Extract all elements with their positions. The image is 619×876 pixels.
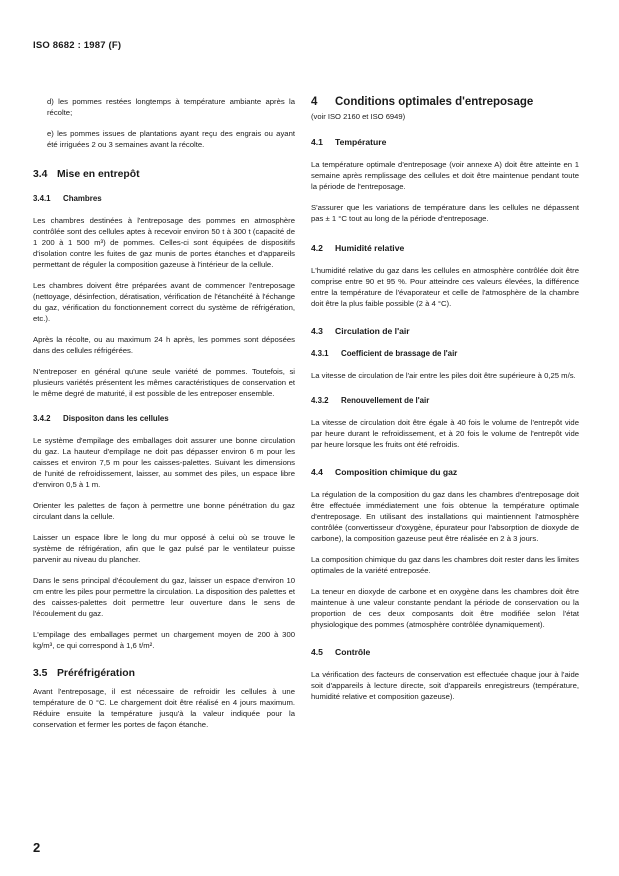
paragraph: Dans le sens principal d'écoulement du gaz, laisser un espace d'environ 10 cm entre les piles pour permettre la circulation. La disposition des palettes et des caisses-palettes doit permettre leur ouverture dans le sens de l'écoulement du gaz. [33,576,295,618]
paragraph: Les chambres destinées à l'entreposage des pommes en atmosphère contrôlée sont des cellules aptes à recevoir environ 50 t à 300 t (capacité de 1 200 à 1 500 m³) de pommes. Celles-ci sont équipées de dispositifs d'isolation contre les fuites de gaz munis de portes étanches et d'appareils permettant de réguler la composition gazeuse à l'intérieur de la cellule. [33,216,295,269]
section-heading-4-4 [311,466,579,478]
paragraph: La teneur en dioxyde de carbone et en oxygène dans les chambres doit être maintenue à une valeur constante pendant la période de conservation ou la proportion de ces deux composants doit être modifiée selon l'état physiologique des pommes (atmosphère contrôlée dynamiquement). [311,587,579,629]
paragraph: La vitesse de circulation doit être égale à 40 fois le volume de l'entrepôt vide par heure durant le refroidissement, et à 20 fois le volume de l'entrepôt vide par heure lorsque les fruits ont été refroidis. [311,418,579,449]
section-number: 4 [311,96,318,108]
section-heading-4-3-1 [311,348,579,359]
section-heading-3-4-1 [33,193,295,204]
section-number: 4.3.2 [311,396,329,405]
paragraph: L'humidité relative du gaz dans les cellules en atmosphère contrôlée doit être comprise entre 90 et 95 %. Pour atteindre ces valeurs élevées, la différence entre la température de l'évaporateur et celle de l'atmosphère de la chambre doit être la plus faible possible (2 à 4 °C). [311,266,579,308]
paragraph: L'empilage des emballages permet un chargement moyen de 200 à 300 kg/m³, ce qui correspond à 1,6 t/m². [33,630,295,650]
section-title: Mise en entrepôt [57,169,140,180]
section-heading-4-2 [311,242,579,254]
section-heading-4-1 [311,136,579,148]
section-title: Température [335,137,387,147]
section-number: 3.4.2 [33,414,51,423]
paragraph: La température optimale d'entreposage (voir annexe A) doit être atteinte en 1 semaine après remplissage des cellules et doit être maintenue pendant toute la période de l'entreposage. [311,160,579,191]
paragraph: Laisser un espace libre le long du mur opposé à celui où se trouve le système de réfrigération, afin que le gaz pulsé par le ventilateur puisse parvenir au niveau du plancher. [33,533,295,564]
paragraph: La régulation de la composition du gaz dans les chambres d'entreposage doit être effectuée immédiatement une fois obtenue la température optimale d'entreposage. En utilisant des installations qui maintiennent l'atmosphère contrôlée (convertisseur d'oxygène, épurateur pour l'absorption de dioxyde de carbone), la composition gazeuse peut être réalisée en 2 à 3 jours. [311,490,579,543]
section-number: 3.5 [33,668,48,679]
section-title: Renouvellement de l'air [341,396,430,405]
paragraph: Après la récolte, ou au maximum 24 h après, les pommes sont déposées dans des cellules réfrigérées. [33,335,295,355]
paragraph: Les chambres doivent être préparées avant de commencer l'entreposage (nettoyage, désinfection, dératisation, vérification de l'étanchéité à l'échange du gaz, vérification du fonctionnement correct du système de réfrigération, etc.). [33,281,295,323]
section-heading-3-4 [33,168,295,181]
section-title: Conditions optimales d'entreposage [335,96,534,108]
paragraph: La vitesse de circulation de l'air entre les piles doit être supérieure à 0,25 m/s. [311,371,576,380]
paragraph: Avant l'entreposage, il est nécessaire de refroidir les cellules à une température de 0 °C. Le chargement doit être réalisé en 4 jours maximum. Réduire ensuite la température jusqu'à la valeur indiquée pour la conservation et fermer les portes de façon étanche. [33,687,295,729]
section-number: 4.1 [311,137,323,147]
document-header: ISO 8682 : 1987 (F) [33,40,122,51]
section-heading-3-5 [33,667,295,680]
section-heading-4-5 [311,646,579,658]
section-title: Coefficient de brassage de l'air [341,349,458,358]
section-title: Dispositon dans les cellules [63,414,169,423]
section-number: 4.5 [311,647,323,657]
section-title: Humidité relative [335,243,405,253]
section-heading-4-3 [311,325,579,337]
section-number: 4.2 [311,243,323,253]
section-title: Composition chimique du gaz [335,467,458,477]
section-heading-4 [311,96,579,109]
paragraph: Le système d'empilage des emballages doit assurer une bonne circulation du gaz. La hauteur d'empilage ne doit pas dépasser environ 6 m pour les caisses et environ 7,5 m pour les caisses-palettes. Suivant les dimensions de l'unité de refroidissement, laisser, au sommet des piles, un espace libre d'environ 0,5 à 1 m. [33,436,295,489]
section-number: 4.3 [311,326,323,336]
right-column [311,96,579,712]
section-heading-4-3-2 [311,395,579,406]
section-number: 3.4.1 [33,194,51,203]
paragraph: La vérification des facteurs de conservation est effectuée chaque jour à l'aide soit d'appareils à lecture directe, soit d'appareils enregistreurs (température, humidité relative et composition gazeuse). [311,670,579,701]
section-number: 4.4 [311,467,323,477]
section-title: Circulation de l'air [335,326,410,336]
section-number: 3.4 [33,169,48,180]
paragraph: N'entreposer en général qu'une seule variété de pommes. Toutefois, si plusieurs variétés présentent les mêmes caractéristiques de conservation et le même degré de maturité, il est possible de les entreposer ensemble. [33,367,295,398]
page-number: 2 [33,840,41,855]
paragraph: S'assurer que les variations de température dans les cellules ne dépassent pas ± 1 °C tout au long de la période d'entreposage. [311,203,579,223]
list-item-d: d) les pommes restées longtemps à température ambiante après la récolte; [47,97,295,117]
section-reference: (voir ISO 2160 et ISO 6949) [311,112,406,121]
left-column [33,96,295,740]
section-heading-3-4-2 [33,413,295,424]
list-item-e: e) les pommes issues de plantations ayant reçu des engrais ou ayant été irriguées 2 ou 3 semaines avant la récolte. [47,129,295,149]
section-title: Contrôle [335,647,371,657]
paragraph: La composition chimique du gaz dans les chambres doit rester dans les limites optimales de la variété entreposée. [311,555,579,575]
section-number: 4.3.1 [311,349,329,358]
section-title: Chambres [63,194,102,203]
paragraph: Orienter les palettes de façon à permettre une bonne pénétration du gaz circulant dans la cellule. [33,501,295,521]
section-title: Préréfrigération [57,668,135,679]
